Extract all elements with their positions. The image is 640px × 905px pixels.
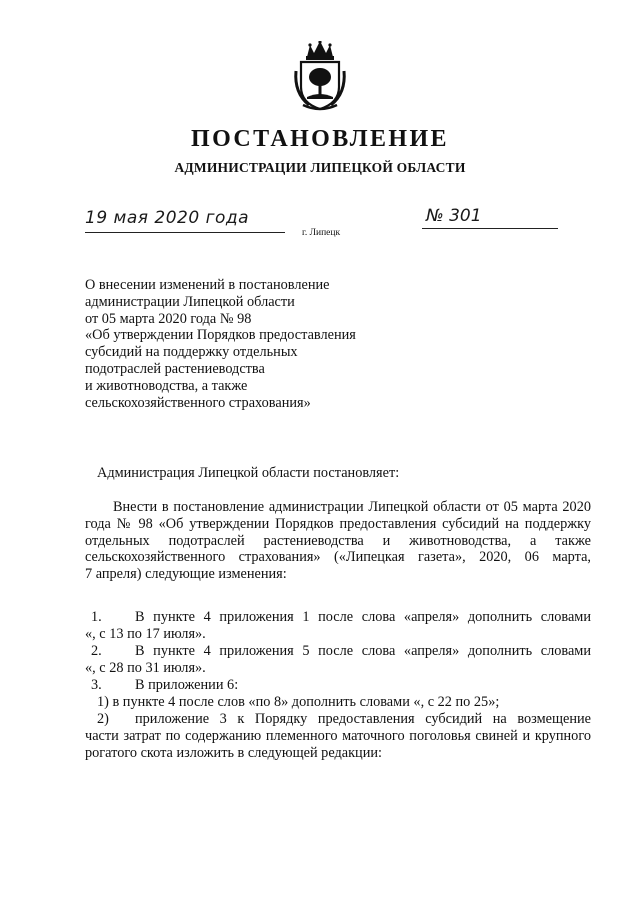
subitem-text: 1) в пункте 4 после слов «по 8» дополнить словами «, с 22 по 25»; (97, 694, 500, 710)
number-underline (422, 228, 558, 229)
subject-line: подотраслей растениеводства (85, 360, 265, 377)
city-label: г. Липецк (302, 228, 341, 238)
paragraph-line: отдельных подотраслей растениеводства и животноводства, а также (85, 532, 591, 549)
subject-line: «Об утверждении Порядков предоставления (85, 327, 356, 344)
crown-icon (306, 41, 334, 60)
document-subject (85, 277, 385, 411)
item-text: «, с 28 по 31 июля». (85, 660, 206, 676)
item-number: 3. (91, 677, 102, 693)
handwritten-date: 19 мая 2020 года (85, 208, 250, 228)
decree-intro: Администрация Липецкой области постановляет: (97, 465, 400, 481)
document-issuer: АДМИНИСТРАЦИИ ЛИПЕЦКОЙ ОБЛАСТИ (174, 160, 466, 175)
item-text: «, с 13 по 17 июля». (85, 626, 206, 642)
paragraph-line: 7 апреля) следующие изменения: (85, 566, 287, 583)
paragraph-line: сельскохозяйственного страхования» («Липецкая газета», 2020, 06 марта, (85, 549, 591, 566)
item-number: 2. (91, 643, 102, 659)
subject-line: О внесении изменений в постановление (85, 277, 330, 293)
subject-line: субсидий на поддержку отдельных (85, 344, 298, 361)
subject-line: администрации Липецкой области (85, 293, 295, 310)
item-text: В приложении 6: (135, 677, 239, 693)
item-text: В пункте 4 приложения 1 после слова «апреля» дополнить словами (135, 609, 591, 625)
paragraph-line: Внести в постановление администрации Липецкой области от 05 марта 2020 (113, 499, 591, 515)
date-underline (85, 232, 285, 233)
main-paragraph (85, 499, 591, 583)
subitem-text: рогатого скота изложить в следующей редакции: (85, 745, 382, 761)
subject-line: и животноводства, а также (85, 377, 248, 394)
subject-line: сельскохозяйственного страхования» (85, 394, 311, 411)
handwritten-number: № 301 (426, 206, 482, 226)
document-title: ПОСТАНОВЛЕНИЕ (191, 126, 449, 152)
subitem-text: приложение 3 к Порядку предоставления субсидий на возмещение (135, 711, 591, 727)
item-number: 1. (91, 609, 102, 625)
paragraph-line: года № 98 «Об утверждении Порядков предоставления субсидий на поддержку (85, 515, 591, 532)
subitem-text: части затрат по содержанию племенного маточного поголовья свиней и крупного (85, 728, 591, 744)
subject-line: от 05 марта 2020 года № 98 (85, 310, 252, 327)
coat-of-arms-icon (289, 41, 351, 111)
item-text: В пункте 4 приложения 5 после слова «апреля» дополнить словами (135, 643, 591, 659)
subitem-number: 2) (97, 711, 109, 727)
